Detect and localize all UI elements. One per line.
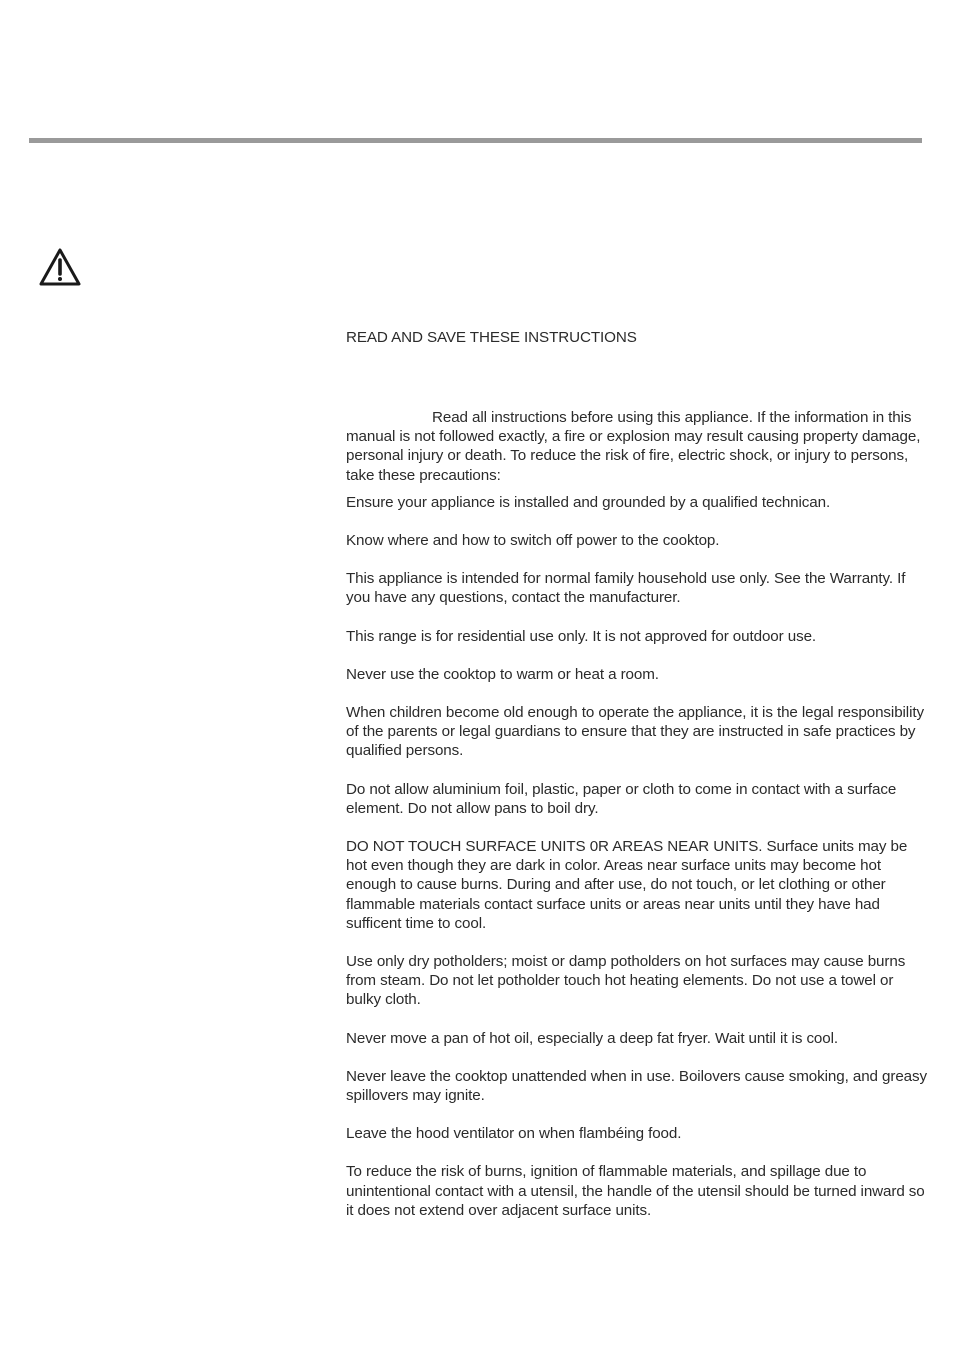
- instruction-item: This range is for residential use only. It is not approved for outdoor use.: [346, 627, 817, 645]
- top-divider: [29, 138, 922, 143]
- instruction-item: Ensure your appliance is installed and grounded by a qualified technican.: [346, 493, 831, 511]
- instruction-item: Never move a pan of hot oil, especially a deep fat fryer. Wait until it is cool.: [346, 1029, 839, 1047]
- safety-instructions: [346, 328, 928, 1220]
- instruction-item: To reduce the risk of burns, ignition of flammable materials, and spillage due to unintentional contact with a utensil, the handle of the utensil should be turned inward so it does not extend over adjacent surface units.: [346, 1163, 925, 1219]
- instruction-item: Do not allow aluminium foil, plastic, paper or cloth to come in contact with a surface element. Do not allow pans to boil dry.: [346, 780, 897, 817]
- intro-text: Read all instructions before using this appliance. If the information in this manual is not followed exactly, a fire or explosion may result causing property damage, personal injury or death. To reduce the risk of fire, electric shock, or injury to persons, take these precautions:: [346, 409, 921, 484]
- instruction-item: Never leave the cooktop unattended when in use. Boilovers cause smoking, and greasy spillovers may ignite.: [346, 1067, 927, 1105]
- warning-triangle-icon: [38, 247, 82, 287]
- instruction-item: DO NOT TOUCH SURFACE UNITS 0R AREAS NEAR UNITS. Surface units may be hot even though they are dark in color. Areas near surface units may become hot enough to cause burns. During and after use, do not touch, or let clothing or other flammable materials contact surface units or areas near units until they have had sufficent time to cool.: [346, 838, 908, 932]
- instruction-item: Leave the hood ventilator on when flambéing food.: [346, 1125, 682, 1143]
- instruction-item: Use only dry potholders; moist or damp potholders on hot surfaces may cause burns from steam. Do not let potholder touch hot heating elements. Do not use a towel or bulky cloth.: [346, 953, 906, 1009]
- intro-paragraph: [346, 408, 928, 485]
- instruction-item: Know where and how to switch off power to the cooktop.: [346, 532, 720, 550]
- instruction-item: Never use the cooktop to warm or heat a room.: [346, 665, 659, 683]
- instruction-item: When children become old enough to operate the appliance, it is the legal responsibility of the parents or legal guardians to ensure that they are instructed in safe practices by qualified persons.: [346, 704, 924, 760]
- instruction-item: This appliance is intended for normal family household use only. See the Warranty. If you have any questions, contact the manufacturer.: [346, 570, 906, 607]
- instructions-heading: READ AND SAVE THESE INSTRUCTIONS: [346, 329, 637, 346]
